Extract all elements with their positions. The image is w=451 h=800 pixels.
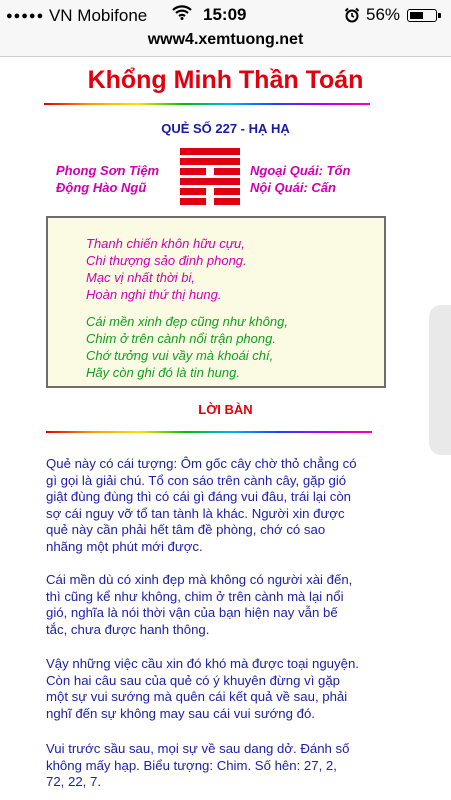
poem-line: Thanh chiến khôn hữu cựu, [86,236,245,251]
alarm-icon [344,7,360,28]
poem-box [46,216,386,388]
ngoai-quai-label: Ngoại Quái: Tốn [250,163,351,178]
poem-line: Cái mền xinh đẹp cũng như không, [86,314,288,329]
dong-hao-label: Động Hào Ngũ [56,180,147,195]
address-bar[interactable] [0,30,451,57]
section-heading-loi-ban: LỜI BÀN [198,402,253,417]
battery-fill [410,12,423,19]
signal-strength-icon: ●●●●● [6,10,45,22]
text-line: Cái mền dù có xinh đẹp mà không có người xài đến, [46,572,353,587]
page-title: Khổng Minh Thần Toán [87,66,364,94]
text-line: thì cũng kể như không, chim ở trên cành mà lại nổi [46,588,344,604]
hexagram-name: Phong Sơn Tiệm [56,163,160,178]
text-line: nghĩ đến sự không may sau cái vui sướng đó. [46,705,315,721]
carrier-name: VN Mobifone [48,6,148,25]
text-line: một sự vui sướng mà quên cái kết quả về sau, phải [46,689,348,705]
carrier-label [6,6,147,26]
poem-line: Chim ở trên cành nổi trận phong. [86,331,276,346]
hexagram-right-labels [250,162,350,196]
wifi-icon [172,4,192,25]
status-bar [0,0,451,30]
battery-icon [407,9,437,22]
poem-line: Chớ tưởng vui vầy mà khoái chí, [86,348,274,363]
hexagram-solid-line [180,178,240,185]
text-line: Vui trước sầu sau, mọi sự về sau dang dở. Đánh số [46,741,350,756]
rainbow-divider [46,431,372,433]
battery-tip [438,13,441,18]
hexagram-segment [180,148,240,155]
hexagram-segment [180,188,206,195]
noi-quai-label: Nội Quái: Cấn [250,180,336,195]
hexagram-segment [180,168,206,175]
scroll-side-tab[interactable] [429,305,451,455]
hexagram-segment [214,198,240,205]
text-line: Vậy những việc cầu xin đó khó mà được toại nguyện. [46,656,359,671]
commentary-paragraph [46,572,380,638]
hexagram-segment [180,198,206,205]
battery-percent: 56% [366,5,401,24]
poem-line: Hoàn nghi thứ thị hung. [86,287,222,302]
text-line: quẻ này cần phải hết tâm đề phòng, chớ có sao [46,522,326,538]
hexagram-segment [180,158,240,165]
text-line: tắc, chưa được hanh thông. [46,621,210,637]
hexagram-symbol [180,148,240,208]
text-line: giật đùng đùng thì có cái gì đáng vui đâu, trái lại còn [46,489,351,505]
hexagram-solid-line [180,158,240,165]
commentary-paragraph [46,456,380,556]
hexagram-segment [214,188,240,195]
text-line: gió, nghĩa là nói thời vận của bạn hiện nay vẫn bế [46,605,338,621]
poem-line: Mạc vị nhất thời bi, [86,270,196,285]
clock: 15:09 [203,5,247,24]
hexagram-left-labels [56,162,159,196]
rainbow-divider [44,103,370,105]
url-text[interactable]: www4.xemtuong.net [147,31,304,48]
text-line: không mấy hạp. Biểu tượng: Chim. Số hên: 27, 2, [46,757,337,773]
que-title: QUẺ SỐ 227 - HẠ HẠ [161,121,290,136]
commentary-paragraph [46,741,380,791]
text-line: Quẻ này có cái tượng: Ôm gốc cây chờ thỏ chẳng có [46,456,357,471]
text-line: gì gọi là giải chú. Tổ con sáo trên cành cây, gặp gió [46,472,347,488]
text-line: Còn hai câu sau của quẻ có ý khuyên đừng vì gặp [46,672,341,688]
hexagram-segment [180,178,240,185]
text-line: nhãng một phút mới được. [46,538,203,554]
hexagram-broken-line [180,198,240,205]
hexagram-broken-line [180,168,240,175]
hexagram-solid-line [180,148,240,155]
poem-line: Hãy còn ghi đó là tin hung. [86,365,240,380]
commentary-paragraph [46,656,380,722]
text-line: sợ cái nguy vỡ tổ tan tành là khác. Người xin được [46,505,345,521]
hexagram-segment [214,168,240,175]
poem-line: Chi thượng sảo đinh phong. [86,253,247,268]
text-line: 72, 22, 7. [46,774,101,790]
hexagram-broken-line [180,188,240,195]
